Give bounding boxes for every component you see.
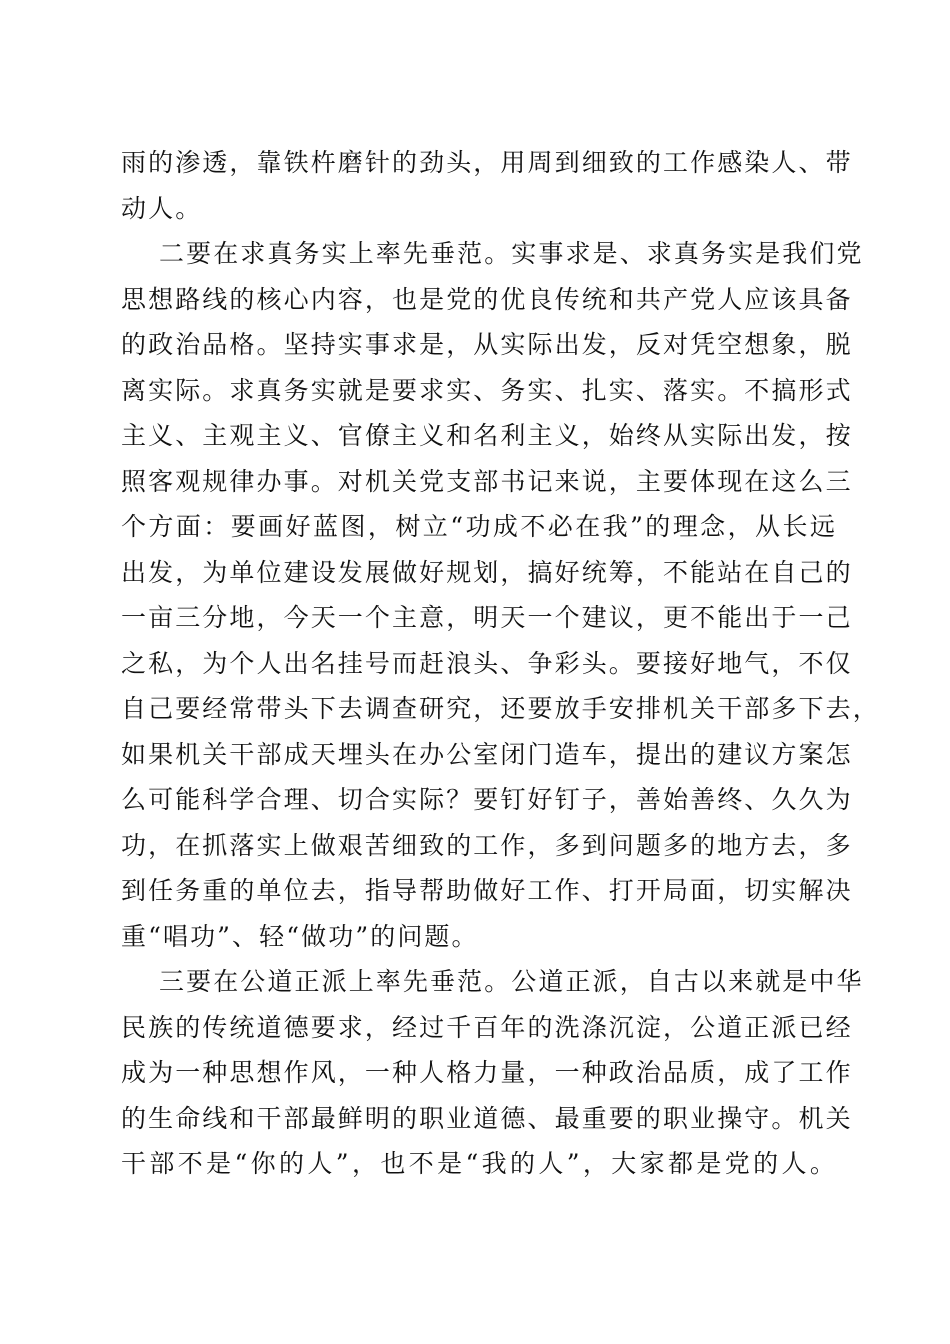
text-line: 照客观规律办事。对机关党支部书记来说，主要体现在这么三 — [121, 466, 853, 496]
text-line: 民族的传统道德要求，经过千百年的洗涤沉淀，公道正派已经 — [121, 1012, 853, 1042]
text-line: 的政治品格。坚持实事求是，从实际出发，反对凭空想象，脱 — [121, 330, 853, 359]
text-line: 的生命线和干部最鲜明的职业道德、最重要的职业操守。机关 — [121, 1103, 853, 1133]
text-line: 之私，为个人出名挂号而赶浪头、争彩头。要接好地气，不仅 — [121, 648, 853, 678]
text-line: 么可能科学合理、切合实际？要钉好钉子，善始善终、久久为 — [121, 785, 853, 814]
paragraph-start-line: 二要在求真务实上率先垂范。实事求是、求真务实是我们党 — [159, 239, 864, 268]
text-line: 自己要经常带头下去调查研究，还要放手安排机关干部多下去， — [121, 694, 880, 723]
text-line: 动人。 — [121, 193, 203, 223]
paragraph-start-line: 三要在公道正派上率先垂范。公道正派，自古以来就是中华 — [159, 967, 864, 996]
text-line: 出发，为单位建设发展做好规划，搞好统筹，不能站在自己的 — [121, 557, 853, 587]
text-line: 重“唱功”、轻“做功”的问题。 — [121, 921, 479, 951]
text-line: 一亩三分地，今天一个主意，明天一个建议，更不能出于一己 — [121, 603, 853, 632]
text-line: 到任务重的单位去，指导帮助做好工作、打开局面，切实解决 — [121, 876, 853, 905]
text-line: 如果机关干部成天埋头在办公室闭门造车，提出的建议方案怎 — [121, 739, 853, 769]
text-line: 思想路线的核心内容，也是党的优良传统和共产党人应该具备 — [121, 284, 853, 314]
body-text — [121, 140, 880, 1187]
text-line: 雨的渗透，靠铁杵磨针的劲头，用周到细致的工作感染人、带 — [121, 148, 853, 177]
text-line: 离实际。求真务实就是要求实、务实、扎实、落实。不搞形式 — [121, 375, 853, 405]
text-line: 个方面：要画好蓝图，树立“功成不必在我”的理念，从长远 — [121, 512, 837, 541]
text-line: 成为一种思想作风，一种人格力量，一种政治品质，成了工作 — [121, 1058, 853, 1087]
text-line: 主义、主观主义、官僚主义和名利主义，始终从实际出发，按 — [121, 421, 853, 450]
text-line: 功，在抓落实上做艰苦细致的工作，多到问题多的地方去，多 — [121, 830, 853, 860]
text-line: 干部不是“你的人”，也不是“我的人”，大家都是党的人。 — [121, 1149, 837, 1178]
